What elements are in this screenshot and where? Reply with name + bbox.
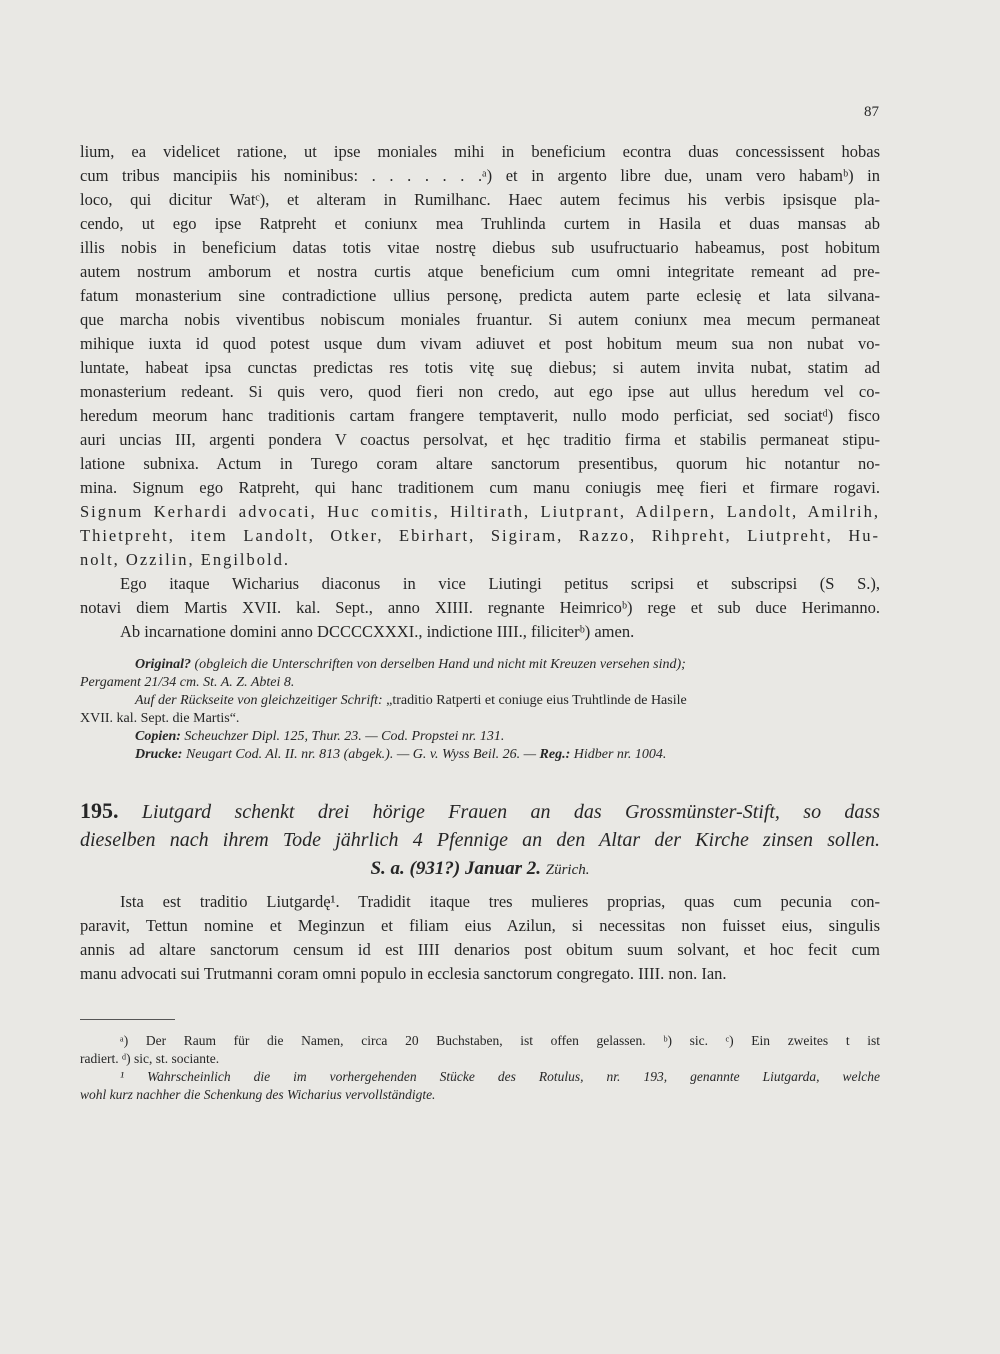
document-number: 195.	[80, 798, 119, 823]
archival-notes	[80, 656, 880, 764]
verso-note-continued: XVII. kal. Sept. die Martis“.	[80, 711, 240, 726]
document-date	[80, 858, 880, 880]
footnote-line: wohl kurz nachher die Schenkung des Wicharius vervollständigte.	[80, 1087, 436, 1102]
drucke-text: Neugart Cod. Al. II. nr. 813 (abgek.). — G. v. Wyss Beil. 26. —	[185, 747, 537, 762]
place-text: Zürich.	[545, 862, 590, 878]
text-line: illis nobis in beneficium datas totis vitae nostrę diebus sub usufructuario habeamus, post hobitum	[80, 238, 880, 257]
drucke-label: Drucke:	[135, 747, 183, 762]
document-heading	[80, 797, 880, 854]
text-line: latione subnixa. Actum in Turego coram altare sanctorum presentibus, quorum hic notantur no-	[80, 454, 880, 473]
footnote-line: radiert. ᵈ) sic, st. sociante.	[80, 1051, 220, 1066]
text-line: Ego itaque Wicharius diaconus in vice Liutingi petitus scripsi et subscripsi (S S.),	[120, 574, 880, 593]
text-line: paravit, Tettun nomine et Meginzun et filiam eius Azilun, si necessitas non fuisset eius, singulis	[80, 916, 880, 935]
text-line: fatum monasterium sine contradictione ullius personę, predicta autem parte eclesię et lata silvana-	[80, 286, 880, 305]
text-line: manu advocati sui Trutmanni coram omni populo in ecclesia sanctorum congregato. IIII. non. Ian.	[80, 964, 727, 983]
text-line: Thietpreht, item Landolt, Otker, Ebirhart, Sigiram, Razzo, Rihpreht, Liutpreht, Hu-	[80, 526, 880, 545]
reg-text: Hidber nr. 1004.	[573, 747, 667, 762]
verso-text: „traditio Ratperti et coniuge eius Truhtlinde de Hasile	[386, 693, 687, 708]
text-line: monasterium redeant. Si quis vero, quod fieri non credo, aut ego ipse aut ullus heredum vel co-	[80, 382, 880, 401]
verso-label: Auf der Rückseite von gleichzeitiger Schrift:	[135, 693, 383, 708]
text-line: cum tribus mancipiis his nominibus: . . . . . . .ᵃ) et in argento libre due, unam vero habamᵇ) in	[80, 166, 880, 185]
text-line: Ab incarnatione domini anno DCCCCXXXI., indictione IIII., filiciterᵇ) amen.	[120, 622, 635, 641]
text-line: Signum Kerhardi advocati, Huc comitis, Hiltirath, Liutprant, Adilpern, Landolt, Amilrih,	[80, 502, 880, 521]
original-text: (obgleich die Unterschriften von derselben Hand und nicht mit Kreuzen versehen sind);	[194, 657, 686, 672]
drucke-note	[80, 746, 880, 764]
charter-text	[80, 140, 880, 644]
footnote-line: ᵃ) Der Raum für die Namen, circa 20 Buchstaben, ist offen gelassen. ᵇ) sic. ᶜ) Ein zweites t ist	[120, 1033, 880, 1048]
date-text: S. a. (931?) Januar 2.	[370, 858, 541, 879]
text-line: auri uncias III, argenti pondera V coactus persolvat, et hęc traditio firma et stabilis permaneat stipu-	[80, 430, 880, 449]
original-note	[80, 656, 880, 674]
footnotes	[80, 1032, 880, 1104]
text-line: notavi diem Martis XVII. kal. Sept., anno XIIII. regnante Heimricoᵇ) rege et sub duce Herimanno.	[80, 598, 880, 617]
text-line: autem nostrum amborum et nostra curtis atque beneficium cum omni integritate remeant ad pre-	[80, 262, 880, 281]
copien-note	[80, 728, 880, 746]
text-line: que marcha nobis viventibus nobiscum moniales fruantur. Si autem coniunx mea mecum permaneat	[80, 310, 880, 329]
document-title-line1: Liutgard schenkt drei hörige Frauen an das Grossmünster-Stift, so dass	[141, 801, 880, 823]
heading-line	[80, 797, 880, 826]
verso-note	[80, 692, 880, 710]
pergament-note: Pergament 21/34 cm. St. A. Z. Abtei 8.	[80, 675, 295, 690]
text-line: mina. Signum ego Ratpreht, qui hanc traditionem cum manu coniugis meę fieri et firmare rogavi.	[80, 478, 880, 497]
original-label: Original?	[135, 657, 192, 672]
text-line: nolt, Ozzilin, Engilbold.	[80, 550, 290, 569]
text-line: luntate, habeat ipsa cunctas predictas res totis vitę suę diebus; si autem invita nubat, statim ad	[80, 358, 880, 377]
document-195-text	[80, 890, 880, 986]
text-line: Ista est traditio Liutgardę¹. Tradidit itaque tres mulieres proprias, quas cum pecunia con-	[120, 892, 880, 911]
text-line: cendo, ut ego ipse Ratpreht et coniunx mea Truhlinda curtem in Hasila et duas mansas ab	[80, 214, 880, 233]
reg-label: Reg.:	[539, 747, 571, 762]
text-line: heredum meorum hanc traditionis cartam frangere temptaverit, nullo modo perficiat, sed sociatᵈ) fisco	[80, 406, 880, 425]
document-title-line2: dieselben nach ihrem Tode jährlich 4 Pfennige an den Altar der Kirche zinsen sollen.	[80, 829, 880, 851]
text-line: lium, ea videlicet ratione, ut ipse moniales mihi in beneficium econtra duas concessissent hobas	[80, 142, 880, 161]
copien-text: Scheuchzer Dipl. 125, Thur. 23. — Cod. Propstei nr. 131.	[184, 729, 505, 744]
footnote-divider	[80, 1019, 175, 1020]
text-line: loco, qui dicitur Watᶜ), et alteram in Rumilhanc. Haec autem fecimus his verbis ipsisque pla-	[80, 190, 880, 209]
footnote-line: ¹ Wahrscheinlich die im vorhergehenden Stücke des Rotulus, nr. 193, genannte Liutgarda, welche	[120, 1069, 880, 1084]
text-line: annis ad altare sanctorum censum id est IIII denarios post obitum suum solvant, et hoc fecit cum	[80, 940, 880, 959]
page-number: 87	[864, 104, 879, 120]
text-line: mihique iuxta id quod potest usque dum vivam adiuvet et post hobitum meum sua non nubat vo-	[80, 334, 880, 353]
copien-label: Copien:	[135, 729, 181, 744]
